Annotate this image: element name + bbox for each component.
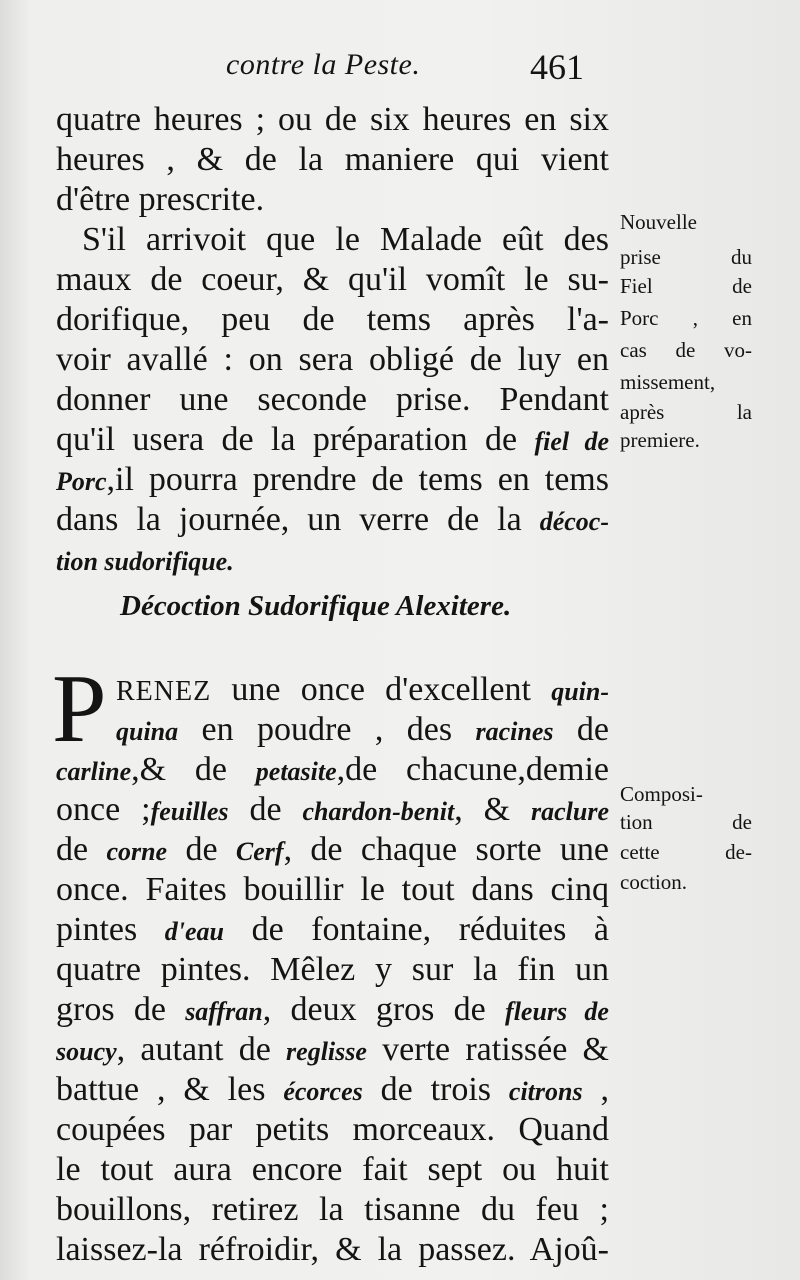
- text-line: [56, 990, 609, 1030]
- margin-note-line: après la: [620, 400, 752, 424]
- margin-note-line: coction.: [620, 870, 688, 894]
- margin-note-line: cette de-: [620, 840, 752, 864]
- text-run: en poudre , des: [178, 711, 476, 748]
- italic-term: feuilles: [150, 797, 229, 826]
- italic-term: écorces: [283, 1077, 363, 1106]
- text-line: S'il arrivoit que le Malade eût des: [82, 221, 609, 258]
- italic-term: raclure: [531, 797, 609, 826]
- text-run: dans la journée, un verre de la: [56, 501, 540, 538]
- text-line: [56, 910, 609, 950]
- text-line: [56, 500, 609, 540]
- italic-term: quin-: [551, 677, 609, 706]
- text-run: , deux gros de: [262, 991, 506, 1028]
- text-line: [56, 540, 609, 580]
- text-run: de trois: [362, 1071, 509, 1108]
- italic-term: décoc-: [539, 507, 609, 536]
- italic-term: chardon-benit: [302, 797, 455, 826]
- text-run: de: [167, 831, 236, 868]
- text-line: [116, 710, 609, 750]
- italic-term: fleurs de: [505, 997, 609, 1026]
- text-run: de: [56, 831, 107, 868]
- italic-term: Porc: [56, 467, 107, 496]
- text-line: laissez-la réfroidir, & la passez. Ajoû-: [56, 1231, 609, 1268]
- italic-term: petasite: [255, 757, 337, 786]
- margin-note-line: premiere.: [620, 428, 700, 452]
- margin-note-line: Nouvelle: [620, 210, 697, 234]
- text-line: quatre pintes. Mêlez y sur la fin un: [56, 951, 609, 988]
- text-line: heures , & de la maniere qui vient: [56, 141, 609, 178]
- text-line: [56, 750, 609, 790]
- text-line: bouillons, retirez la tisanne du feu ;: [56, 1191, 609, 1228]
- text-run: gros de: [56, 991, 186, 1028]
- italic-term: saffran: [185, 997, 263, 1026]
- text-run: de: [228, 791, 303, 828]
- italic-term: d'eau: [164, 917, 225, 946]
- text-run: , autant de: [116, 1031, 287, 1068]
- text-run: ,de chacune,demie: [336, 751, 609, 788]
- text-line: [56, 1070, 609, 1110]
- text-run: , de chaque sorte une: [283, 831, 609, 868]
- italic-term: Cerf: [235, 837, 284, 866]
- text-line: once. Faites bouillir le tout dans cinq: [56, 871, 609, 908]
- text-line: d'être prescrite.: [56, 181, 265, 218]
- text-line: dorifique, peu de tems après l'a-: [56, 301, 609, 338]
- italic-term: reglisse: [286, 1037, 367, 1066]
- text-line: donner une seconde prise. Pendant: [56, 381, 609, 418]
- text-run: battue , & les: [56, 1071, 284, 1108]
- text-line: voir avallé : on sera obligé de luy en: [56, 341, 609, 378]
- text-run: de fontaine, réduites à: [224, 911, 609, 948]
- text-line: [56, 1030, 609, 1070]
- drop-cap: P: [52, 655, 107, 763]
- text-run: de: [553, 711, 609, 748]
- italic-term: citrons: [508, 1077, 583, 1106]
- margin-note-line: Fiel de: [620, 274, 752, 298]
- italic-term: quina: [116, 717, 179, 746]
- margin-note-line: prise du: [620, 245, 752, 269]
- italic-term: corne: [106, 837, 168, 866]
- italic-term: soucy: [56, 1037, 117, 1066]
- text-line: [56, 790, 609, 830]
- margin-note-line: missement,: [620, 370, 716, 394]
- italic-term: carline: [56, 757, 132, 786]
- text-run: une once d'excellent: [211, 671, 552, 708]
- text-run: , &: [454, 791, 531, 828]
- text-line: quatre heures ; ou de six heures en six: [56, 101, 609, 138]
- italic-term: racines: [475, 717, 554, 746]
- margin-note-line: tion de: [620, 810, 752, 834]
- text-line: [56, 460, 609, 500]
- text-line: coupées par petits morceaux. Quand: [56, 1111, 609, 1148]
- margin-note-line: Composi-: [620, 782, 703, 806]
- page-number: 461: [530, 47, 584, 87]
- text-run: ,& de: [131, 751, 256, 788]
- text-run: verte ratissée &: [366, 1031, 609, 1068]
- text-line: [116, 670, 609, 710]
- text-run: ,il pourra prendre de tems en tems: [106, 461, 609, 498]
- text-run: qu'il usera de la préparation de: [56, 421, 535, 458]
- text-run: once ;: [56, 791, 151, 828]
- text-run: ,: [582, 1071, 609, 1108]
- text-run: pintes: [56, 911, 165, 948]
- section-heading: Décoction Sudorifique Alexitere.: [120, 590, 512, 622]
- small-caps-word: RENEZ: [116, 676, 212, 707]
- text-line: maux de coeur, & qu'il vomît le su-: [56, 261, 609, 298]
- italic-term: fiel de: [534, 427, 609, 456]
- text-line: le tout aura encore fait sept ou huit: [56, 1151, 609, 1188]
- margin-note-line: Porc , en: [620, 306, 752, 330]
- margin-note-line: cas de vo-: [620, 338, 752, 362]
- text-line: [56, 830, 609, 870]
- text-line: [56, 420, 609, 460]
- italic-term: tion sudorifique.: [56, 547, 234, 576]
- running-head: contre la Peste.: [226, 48, 421, 81]
